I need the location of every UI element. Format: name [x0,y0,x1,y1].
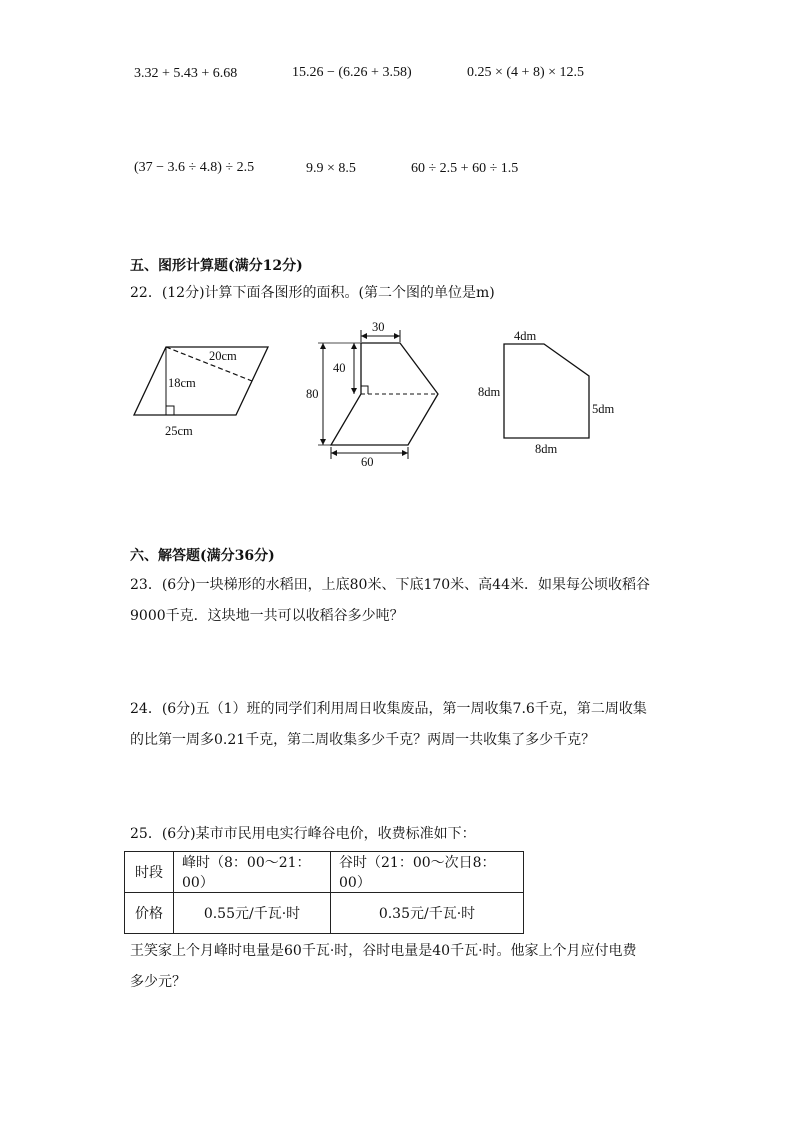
table-cell: 0.35元/千瓦·时 [331,893,524,934]
fig1-height-label: 18cm [168,376,196,390]
fig3-top-label: 4dm [514,329,537,343]
fig3-right-label: 5dm [592,402,615,416]
fig2-bottom-label: 60 [361,455,374,469]
question-25-line1: 王笑家上个月峰时电量是60千瓦·时，谷时电量是40千瓦·时。他家上个月应付电费 [130,943,637,959]
calc-expression: 60 ÷ 2.5 + 60 ÷ 1.5 [411,161,519,176]
table-row [125,893,524,934]
question-23-line1: 23．(6分)一块梯形的水稻田，上底80米、下底170米、高44米．如果每公顷收稻谷 [130,577,650,593]
calc-expression: (37 − 3.6 ÷ 4.8) ÷ 2.5 [134,160,255,175]
calc-expression: 9.9 × 8.5 [306,161,356,176]
table-cell: 时段 [125,852,174,893]
fig1-diagonal-label: 20cm [209,349,237,363]
table-cell: 峰时（8：00～21：00） [174,852,331,893]
question-22: 22．(12分)计算下面各图形的面积。(第二个图的单位是m) [130,285,495,301]
parallelogram-figure [125,335,285,440]
fig2-upper-label: 40 [333,361,346,375]
table-row [125,852,524,893]
table-cell: 谷时（21：00～次日8：00） [331,852,524,893]
table-cell: 0.55元/千瓦·时 [174,893,331,934]
question-23-line2: 9000千克．这块地一共可以收稻谷多少吨？ [130,608,404,624]
question-24-line1: 24．(6分)五（1）班的同学们利用周日收集废品，第一周收集7.6千克，第二周收集 [130,701,647,717]
calc-expression: 15.26 − (6.26 + 3.58) [292,65,412,80]
fig2-top-label: 30 [372,320,385,334]
fig3-bottom-label: 8dm [535,442,558,456]
table-cell: 价格 [125,893,174,934]
section-5-title: 五、图形计算题(满分12分) [130,258,303,274]
calc-expression: 3.32 + 5.43 + 6.68 [134,66,238,81]
composite-figure [300,314,450,474]
fig3-left-label: 8dm [478,385,501,399]
section-6-title: 六、解答题(满分36分) [130,548,275,564]
calc-expression: 0.25 × (4 + 8) × 12.5 [467,65,585,80]
fig2-left-label: 80 [306,387,319,401]
cut-square-figure [474,325,624,460]
question-25-line2: 多少元？ [130,974,186,990]
question-25-intro: 25．(6分)某市市民用电实行峰谷电价，收费标准如下： [130,826,476,842]
electricity-price-table [124,851,524,934]
question-24-line2: 的比第一周多0.21千克，第二周收集多少千克？两周一共收集了多少千克？ [130,732,596,748]
fig1-base-label: 25cm [165,424,193,438]
